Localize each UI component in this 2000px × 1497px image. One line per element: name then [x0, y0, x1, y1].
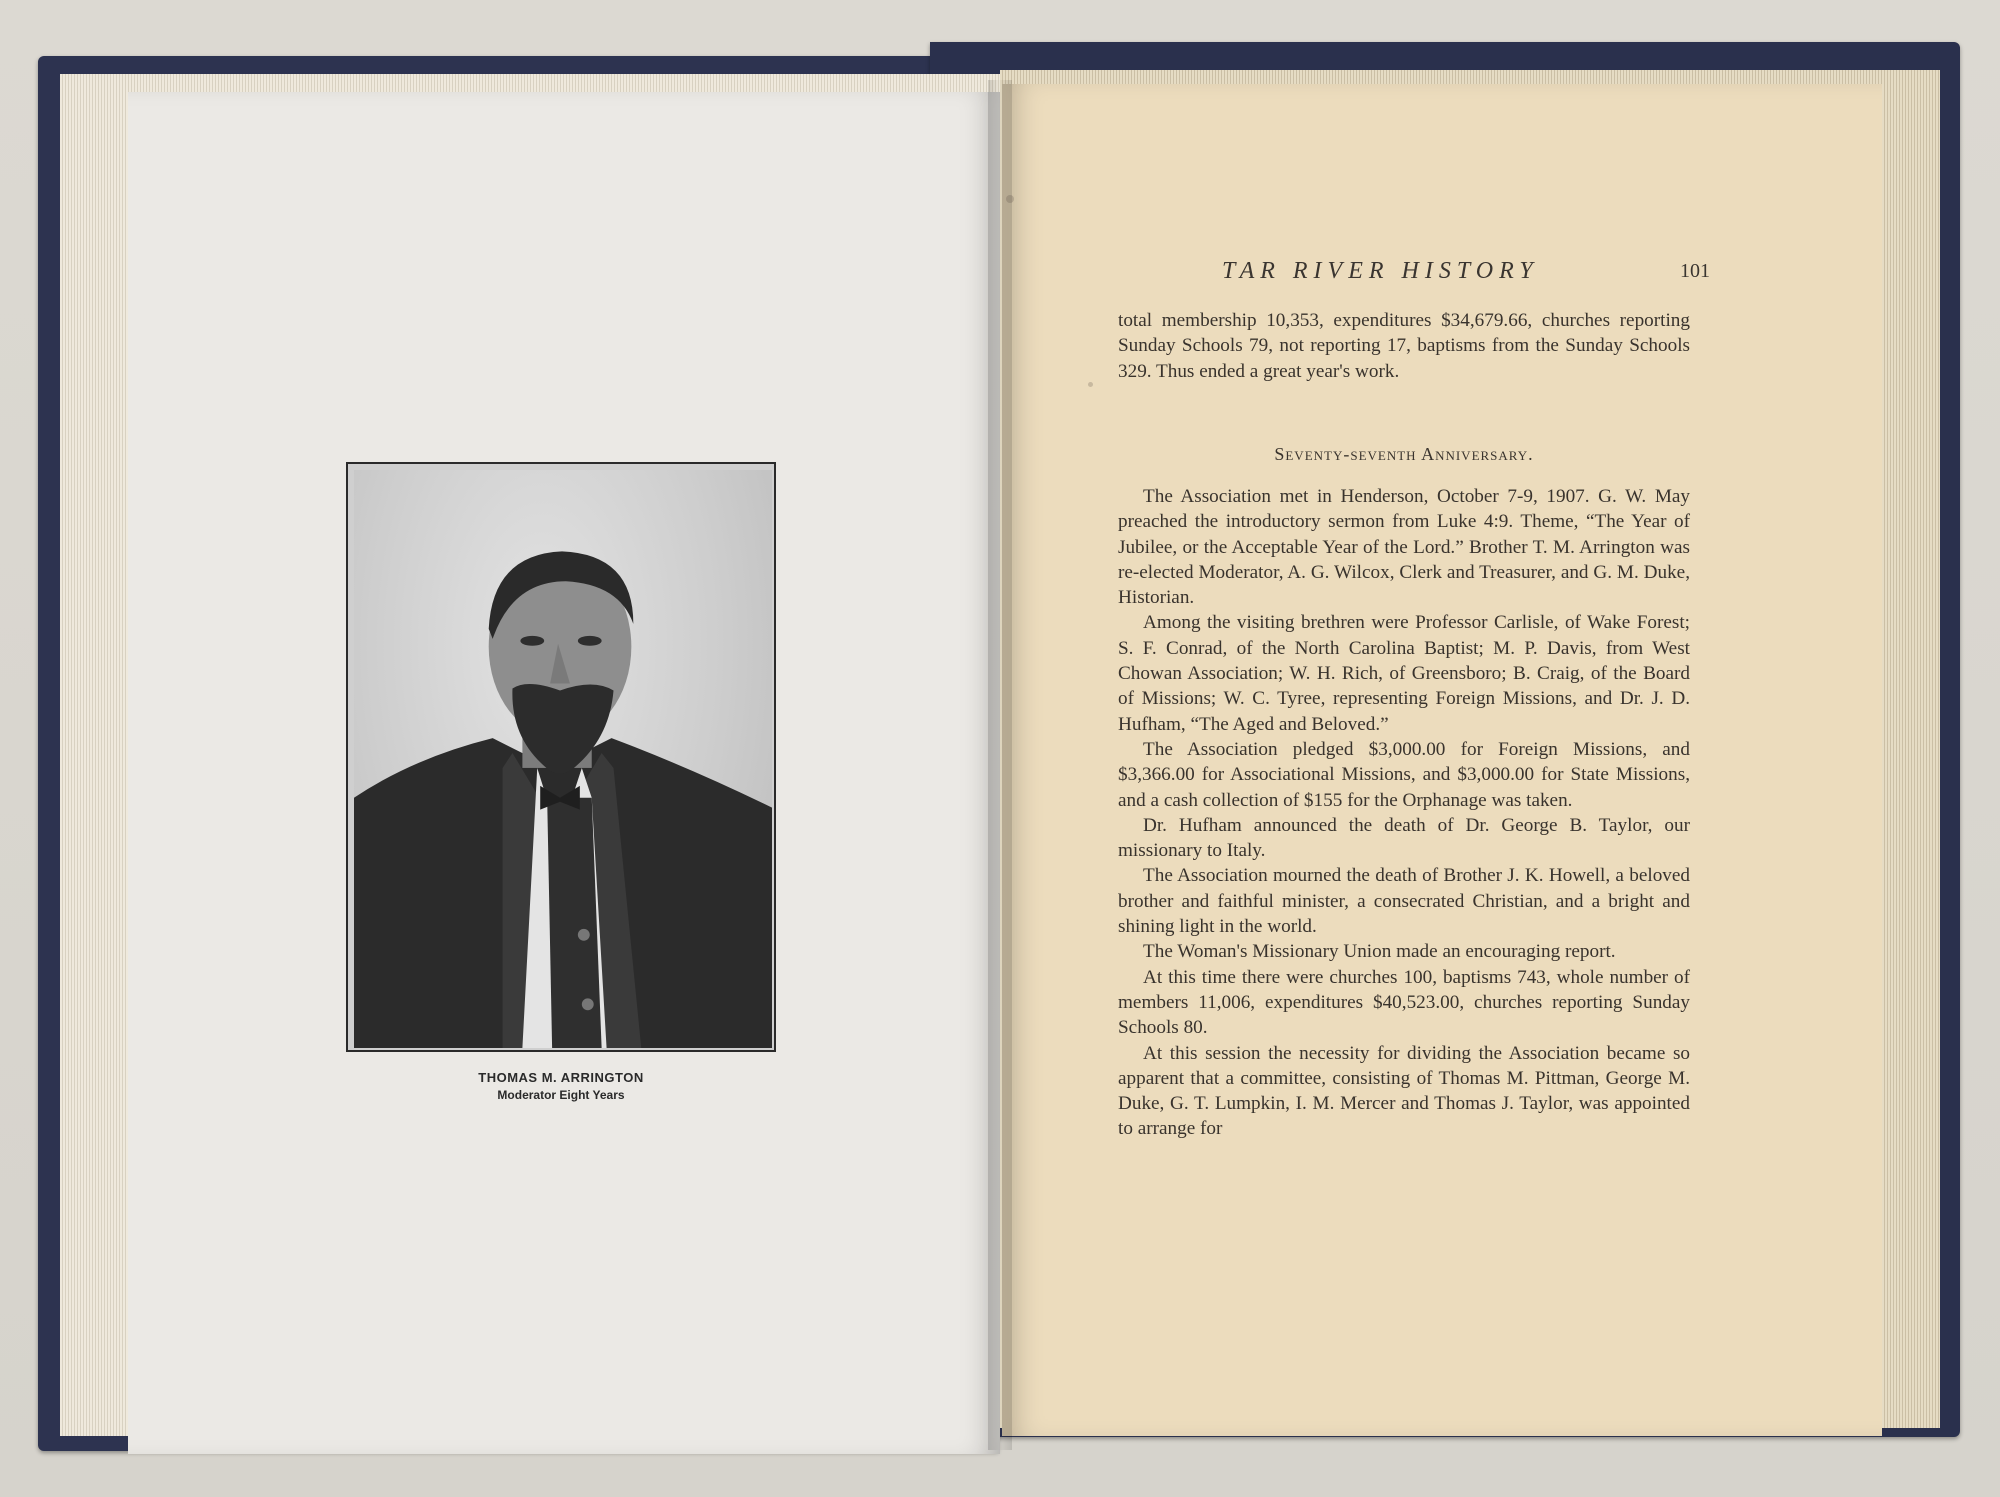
paragraph: Among the visiting brethren were Professor Carlisle, of Wake Forest; S. F. Conrad, of the North Carolina Baptist; M. P. Davis, from West Chowan Association; W. H. Rich, of Greensboro; B. Craig, of the Board of Missions; W. C. Tyree, representing Foreign Missions, and Dr. J. D. Hufham, “The Aged and Beloved.” [1118, 612, 1690, 735]
paragraph: The Woman's Missionary Union made an encouraging report. [1143, 941, 1616, 963]
paragraph: Dr. Hufham announced the death of Dr. George B. Taylor, our missionary to Italy. [1118, 814, 1690, 862]
running-head: TAR RIVER HISTORY [1222, 258, 1539, 284]
paper-speck [1006, 195, 1014, 203]
paragraph: The Association met in Henderson, October 7-9, 1907. G. W. May preached the introductory sermon from Luke 4:9. Theme, “The Year of Jubilee, or the Acceptable Year of the Lord.” Brother T. M. Arrington was re-elected Moderator, A. G. Wilcox, Clerk and Treasurer, and G. M. Duke, Historian. [1118, 486, 1690, 609]
portrait-image [354, 470, 772, 1048]
page-number: 101 [1680, 260, 1710, 282]
paragraph-top-text: total membership 10,353, expenditures $34,679.66, churches reporting Sunday Schools 79, not reporting 17, baptisms from the Sunday Schools 329. Thus ended a great year's work. [1118, 310, 1690, 382]
body-text [1118, 484, 1690, 1142]
paragraph: At this time there were churches 100, baptisms 743, whole number of members 11,006, expenditures $40,523.00, churches reporting Sunday Schools 80. [1118, 966, 1690, 1039]
paragraph-top [1118, 308, 1690, 384]
portrait-caption-subtitle: Moderator Eight Years [497, 1088, 625, 1102]
section-heading: Seventy-seventh Anniversary. [1274, 444, 1534, 464]
paper-speck [1088, 382, 1093, 387]
portrait-photo [346, 462, 776, 1052]
paragraph: At this session the necessity for dividing the Association became so apparent that a committee, consisting of Thomas M. Pittman, George M. Duke, G. T. Lumpkin, I. M. Mercer and Thomas J. Taylor, was appointed to arrange for [1118, 1042, 1690, 1140]
book-gutter [988, 80, 1012, 1450]
portrait-illustration [354, 470, 772, 1048]
paragraph: The Association mourned the death of Brother J. K. Howell, a beloved brother and faithful minister, a consecrated Christian, and a bright and shining light in the world. [1118, 865, 1690, 938]
paragraph: The Association pledged $3,000.00 for Foreign Missions, and $3,366.00 for Associational Missions, and $3,000.00 for State Missions, and a cash collection of $155 for the Orphanage was taken. [1118, 738, 1690, 811]
portrait-caption-name: THOMAS M. ARRINGTON [478, 1070, 644, 1085]
